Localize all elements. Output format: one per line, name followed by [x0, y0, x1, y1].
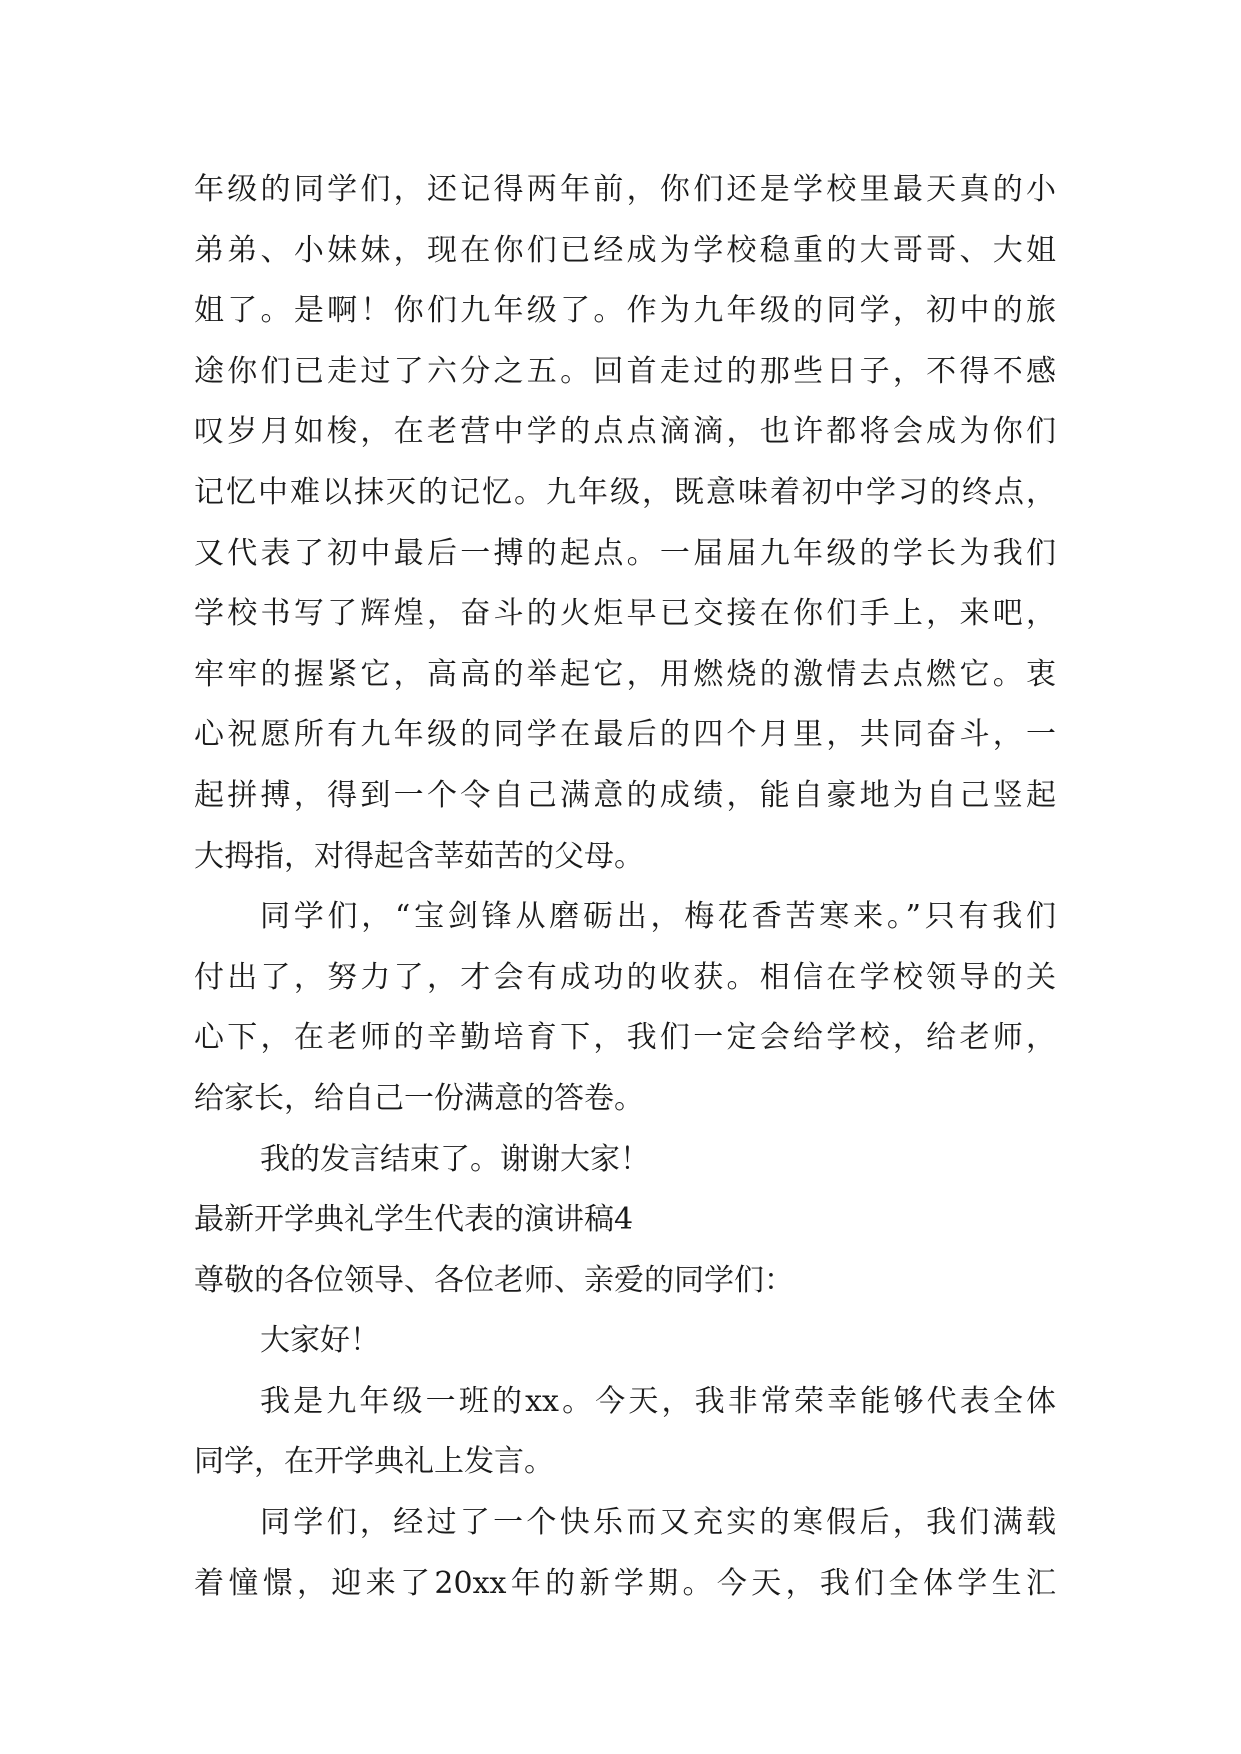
- text-line: 给家长，给自己一份满意的答卷。: [194, 1080, 644, 1116]
- text-line: 大家好！: [260, 1323, 380, 1359]
- text-line: 叹岁月如梭，在老营中学的点点滴滴，也许都将会成为你们: [194, 414, 1056, 450]
- text-line: 同学，在开学典礼上发言。: [194, 1444, 554, 1480]
- text-line: 我是九年级一班的xx。今天，我非常荣幸能够代表全体: [260, 1383, 1056, 1419]
- text-line: 同学们，“宝剑锋从磨砺出，梅花香苦寒来。”只有我们: [260, 899, 1056, 935]
- text-line: 心祝愿所有九年级的同学在最后的四个月里，共同奋斗，一: [194, 717, 1056, 753]
- text-line: 牢牢的握紧它，高高的举起它，用燃烧的激情去点燃它。衷: [194, 656, 1056, 692]
- text-line: 大拇指，对得起含莘茹苦的父母。: [194, 838, 644, 874]
- text-line: 我的发言结束了。谢谢大家！: [260, 1141, 650, 1177]
- text-line: 起拼搏，得到一个令自己满意的成绩，能自豪地为自己竖起: [194, 777, 1056, 813]
- text-line: 学校书写了辉煌，奋斗的火炬早已交接在你们手上，来吧，: [194, 596, 1056, 632]
- text-line: 尊敬的各位领导、各位老师、亲爱的同学们：: [194, 1262, 794, 1298]
- text-line: 途你们已走过了六分之五。回首走过的那些日子，不得不感: [194, 353, 1056, 389]
- text-line: 付出了，努力了，才会有成功的收获。相信在学校领导的关: [194, 959, 1056, 995]
- text-line: 年级的同学们，还记得两年前，你们还是学校里最天真的小: [194, 172, 1056, 207]
- text-line: 着憧憬，迎来了20xx年的新学期。今天，我们全体学生汇: [194, 1565, 1056, 1601]
- text-line: 弟弟、小妹妹，现在你们已经成为学校稳重的大哥哥、大姐: [194, 232, 1056, 268]
- document-body: [194, 160, 1056, 1614]
- text-line: 心下，在老师的辛勤培育下，我们一定会给学校，给老师，: [194, 1020, 1056, 1056]
- text-line: 记忆中难以抹灭的记忆。九年级，既意味着初中学习的终点，: [194, 474, 1056, 510]
- text-line: 同学们，经过了一个快乐而又充实的寒假后，我们满载: [260, 1505, 1056, 1541]
- text-line: 姐了。是啊！你们九年级了。作为九年级的同学，初中的旅: [194, 293, 1056, 329]
- text-line: 最新开学典礼学生代表的演讲稿4: [194, 1202, 634, 1238]
- text-line: 又代表了初中最后一搏的起点。一届届九年级的学长为我们: [194, 535, 1056, 571]
